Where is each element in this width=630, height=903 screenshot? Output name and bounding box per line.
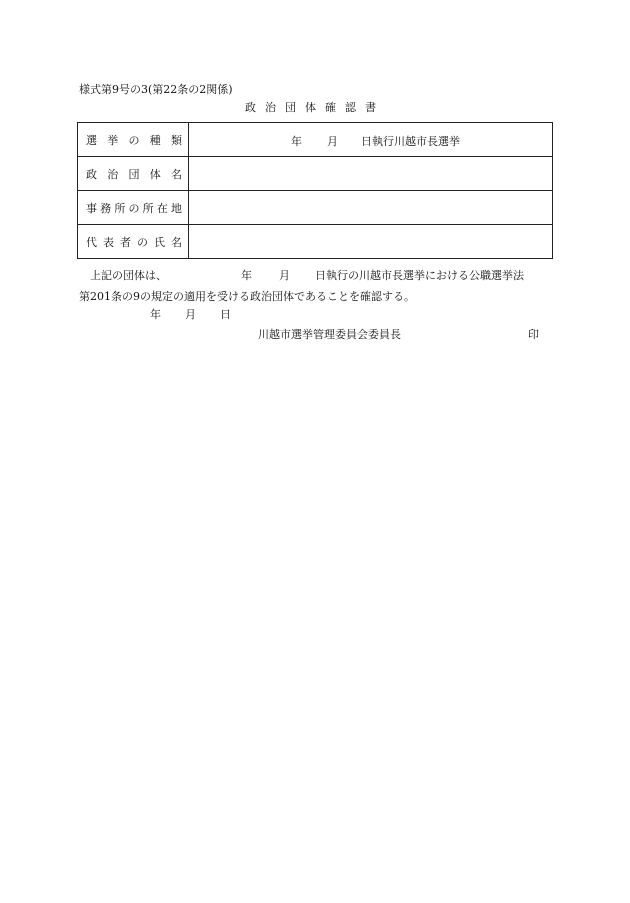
body-start: 上記の団体は、 [90, 269, 167, 282]
authority-name: 川越市選挙管理委員会委員長 [258, 328, 401, 341]
office-address-label: 事務所の所在地 [78, 191, 189, 225]
representative-label: 代表者の氏名 [78, 225, 189, 259]
table-row [78, 157, 553, 191]
form-table [77, 122, 553, 259]
table-row [78, 225, 553, 259]
signature-line [0, 326, 630, 342]
date-year: 年 [150, 308, 161, 321]
body-rest: 日執行の川越市長選挙における公職選挙法 [315, 269, 524, 282]
document-title: 政治団体確認書 [245, 101, 385, 114]
office-address-field[interactable] [189, 191, 553, 225]
election-type-label: 選挙の種類 [78, 123, 189, 157]
table-row [78, 191, 553, 225]
election-suffix: 日執行川越市長選挙 [361, 135, 460, 148]
group-name-field[interactable] [189, 157, 553, 191]
election-year-label: 年 [291, 135, 302, 148]
election-month-label: 月 [327, 135, 338, 148]
date-day: 日 [220, 308, 231, 321]
date-line [0, 306, 630, 322]
table-row [78, 123, 553, 157]
body-month: 月 [279, 269, 290, 282]
date-month: 月 [185, 308, 196, 321]
representative-field[interactable] [189, 225, 553, 259]
confirmation-text-line2: 第201条の9の規定の適用を受ける政治団体であることを確認する。 [79, 290, 415, 303]
group-name-label: 政治団体名 [78, 157, 189, 191]
confirmation-text-line1 [79, 267, 554, 283]
seal-mark: 印 [528, 328, 539, 341]
election-type-value [189, 123, 553, 157]
body-year: 年 [241, 269, 252, 282]
form-reference: 様式第9号の3(第22条の2関係) [79, 83, 233, 96]
